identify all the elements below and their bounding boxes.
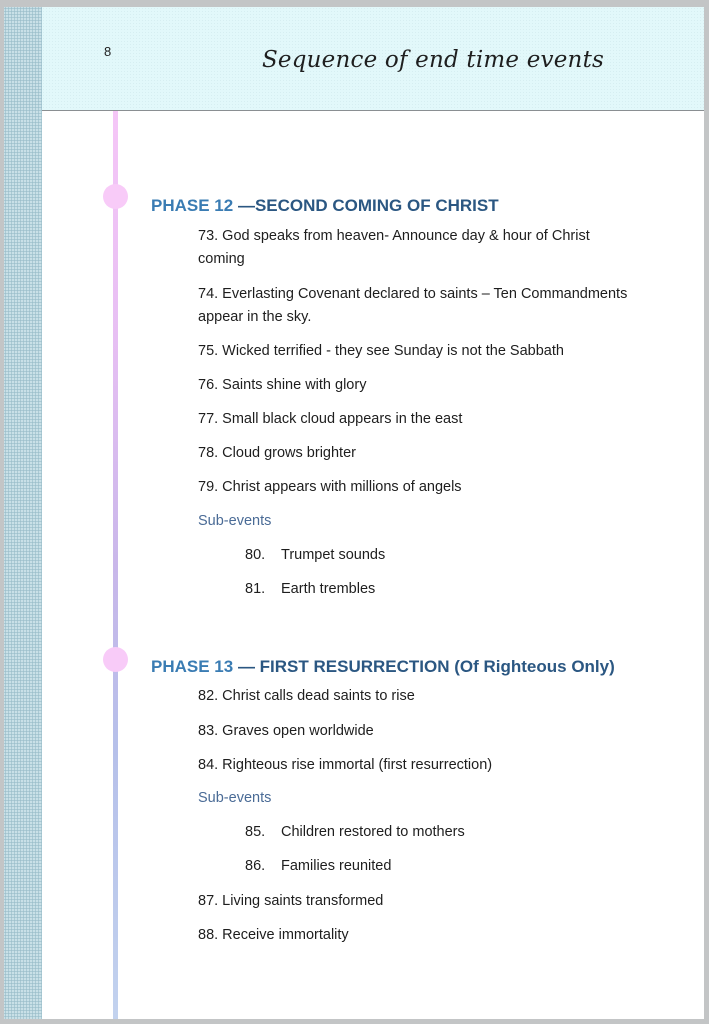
header-title: Sequence of end time events: [261, 47, 605, 73]
list-item: 84. Righteous rise immortal (first resurrection): [198, 757, 493, 773]
sub-event-item: [245, 824, 465, 840]
sub-events-label: Sub-events: [198, 790, 272, 806]
list-item: 79. Christ appears with millions of angels: [198, 479, 462, 495]
list-item: 82. Christ calls dead saints to rise: [198, 688, 415, 704]
list-item: 76. Saints shine with glory: [198, 377, 367, 393]
sub-event-text: Trumpet sounds: [281, 547, 386, 563]
sub-event-number: 80.: [245, 547, 266, 563]
timeline-dot-phase-13: [103, 647, 128, 672]
list-item: 88. Receive immortality: [198, 927, 349, 943]
list-item: 75. Wicked terrified - they see Sunday is not the Sabbath: [198, 343, 564, 359]
list-item: 87. Living saints transformed: [198, 893, 384, 909]
document-page: [4, 7, 704, 1019]
timeline-dot-phase-12: [103, 184, 128, 209]
list-item: 74. Everlasting Covenant declared to saints – Ten Commandments appear in the sky.: [198, 286, 628, 325]
list-item: 77. Small black cloud appears in the east: [198, 411, 463, 427]
phase-name: —SECOND COMING OF CHRIST: [237, 196, 499, 215]
phase-number: PHASE 12: [151, 196, 238, 215]
sub-event-item: [245, 581, 375, 597]
decorative-side-band: [4, 7, 42, 1019]
phase-number: PHASE 13: [151, 657, 238, 676]
sub-event-number: 81.: [245, 581, 266, 597]
phase-heading: [151, 657, 615, 677]
sub-event-text: Families reunited: [281, 858, 392, 874]
sub-event-number: 86.: [245, 858, 266, 874]
sub-event-item: [245, 858, 391, 874]
list-item: 78. Cloud grows brighter: [198, 445, 356, 461]
sub-event-number: 85.: [245, 824, 266, 840]
sub-event-item: [245, 547, 385, 563]
phase-heading: [151, 196, 499, 216]
timeline-line: [113, 111, 118, 1019]
phase-name: — FIRST RESURRECTION (Of Righteous Only): [237, 657, 615, 676]
page-number: 8: [104, 44, 112, 59]
list-item: 73. God speaks from heaven- Announce day & hour of Christ coming: [198, 228, 590, 267]
sub-event-text: Earth trembles: [281, 581, 376, 597]
list-item: 83. Graves open worldwide: [198, 723, 374, 739]
sub-event-text: Children restored to mothers: [281, 824, 465, 840]
sub-events-label: Sub-events: [198, 513, 272, 529]
page-header: [42, 7, 704, 111]
